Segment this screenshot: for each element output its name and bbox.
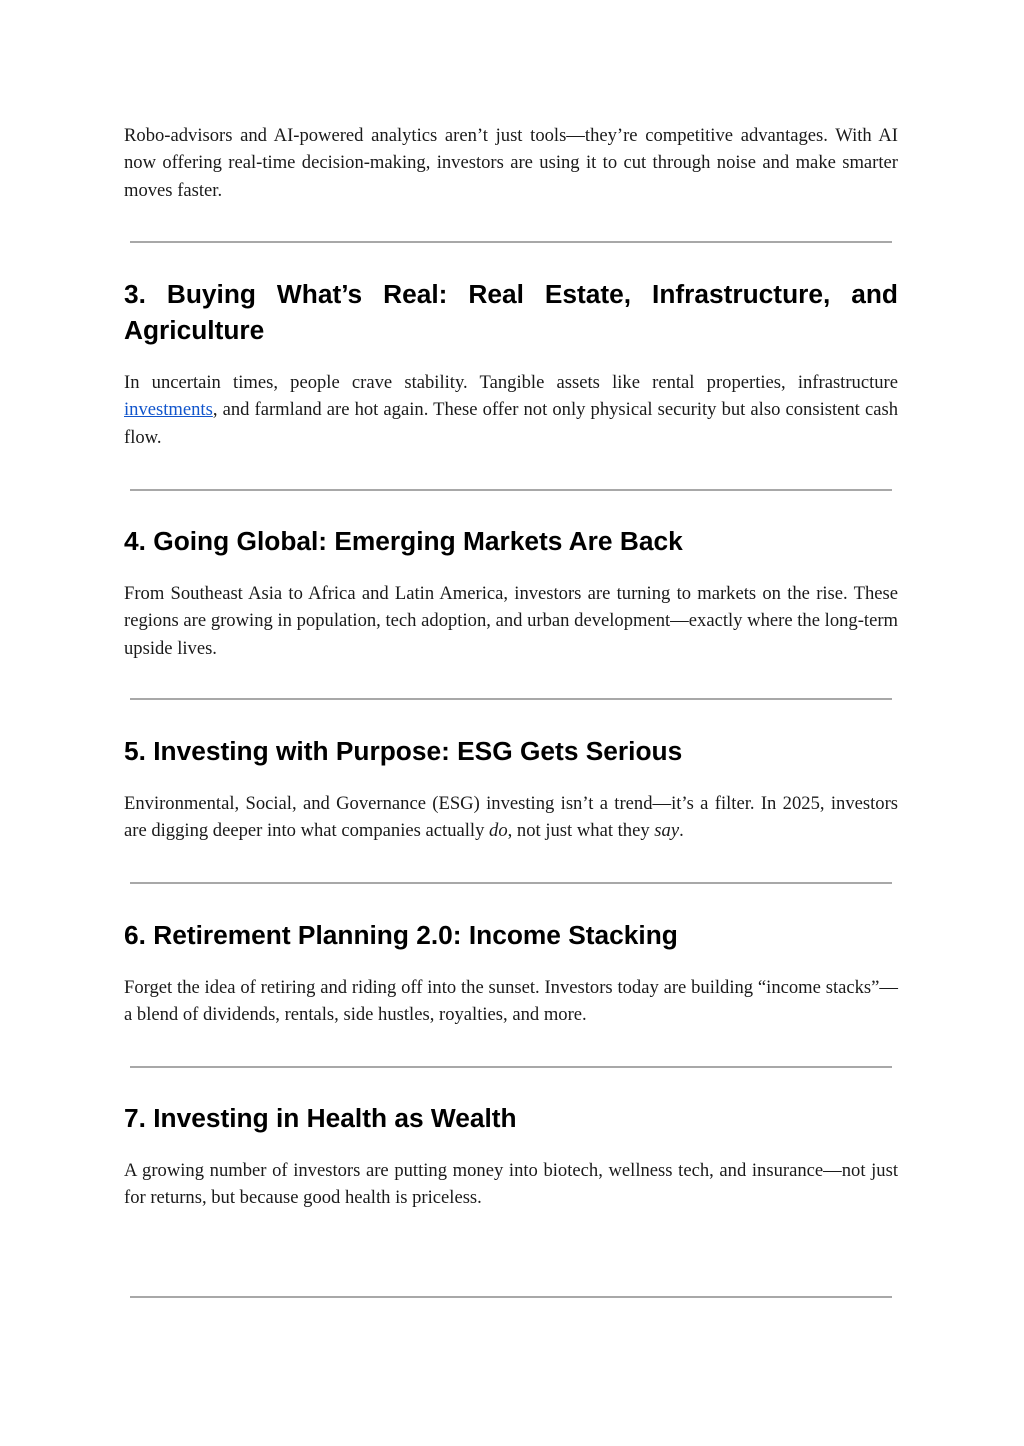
emphasis-do: do xyxy=(489,820,508,842)
emphasis-say: say xyxy=(654,820,680,842)
section-5-paragraph xyxy=(124,790,898,845)
section-3-text-end: , and farmland are hot again. These offer not only physical security but also consistent cash flow. xyxy=(124,399,898,448)
section-divider xyxy=(130,1296,892,1298)
intro-paragraph: Robo-advisors and AI-powered analytics aren’t just tools—they’re competitive advantages. With AI now offering real-time decision-making, investors are using it to cut through noise and make smarter moves faster. xyxy=(124,125,898,201)
section-divider xyxy=(130,241,892,243)
section-3-heading: 3. Buying What’s Real: Real Estate, Infrastructure, and Agriculture xyxy=(124,279,898,345)
section-6-paragraph: Forget the idea of retiring and riding off into the sunset. Investors today are building “income stacks”—a blend of dividends, rentals, side hustles, royalties, and more. xyxy=(124,977,898,1026)
section-divider xyxy=(130,489,892,491)
section-5-heading: 5. Investing with Purpose: ESG Gets Serious xyxy=(124,736,683,766)
section-divider xyxy=(130,882,892,884)
section-3-text-start: In uncertain times, people crave stability. Tangible assets like rental properties, infrastructure xyxy=(124,372,898,393)
section-6-heading: 6. Retirement Planning 2.0: Income Stacking xyxy=(124,920,678,950)
section-7-heading: 7. Investing in Health as Wealth xyxy=(124,1103,517,1133)
section-5-text-part2: , not just what they xyxy=(507,820,655,842)
section-divider xyxy=(130,1066,892,1068)
section-5-text-part1: Environmental, Social, and Governance (ESG) investing isn’t a trend—it’s a filter. In 2025, investors are digging deeper into what companies actually xyxy=(124,793,898,842)
section-3-paragraph xyxy=(124,369,898,451)
section-4-paragraph: From Southeast Asia to Africa and Latin America, investors are turning to markets on the rise. These regions are growing in population, tech adoption, and urban development—exactly where the long-term upside lives. xyxy=(124,583,898,659)
section-divider xyxy=(130,698,892,700)
investments-link[interactable]: investments xyxy=(124,399,213,421)
section-7-paragraph: A growing number of investors are putting money into biotech, wellness tech, and insurance—not just for returns, but because good health is priceless. xyxy=(124,1160,898,1209)
section-4-heading: 4. Going Global: Emerging Markets Are Back xyxy=(124,526,683,556)
section-5-text-part3: . xyxy=(679,820,684,842)
